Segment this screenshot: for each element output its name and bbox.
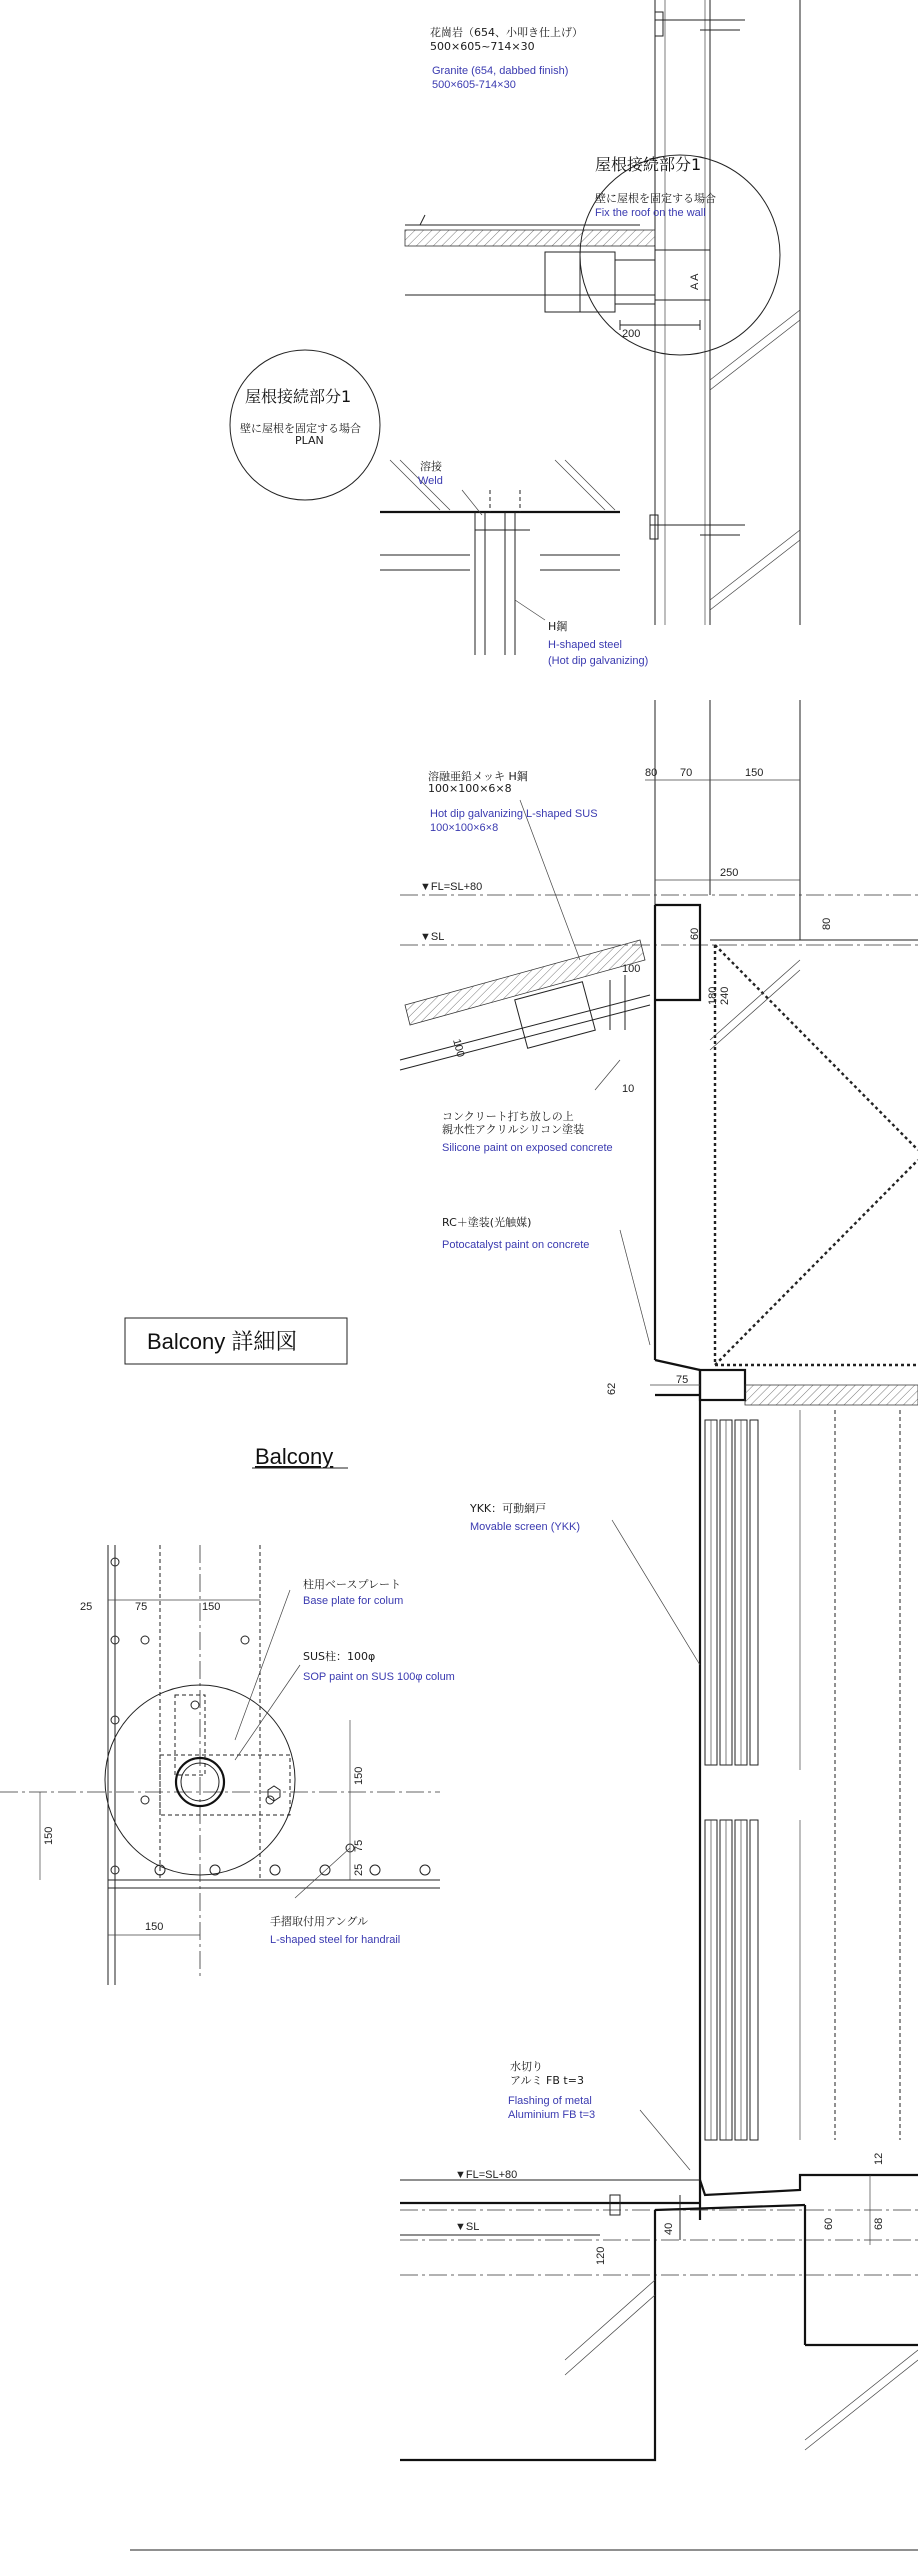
sl-label-lower: ▼SL — [455, 2221, 480, 2233]
dim-200: 200 — [622, 328, 641, 340]
lsteel-label-en1: Hot dip galvanizing L-shaped SUS — [430, 808, 598, 820]
dim-62: 62 — [606, 1382, 618, 1395]
balcony-heading: Balcony — [255, 1444, 334, 1469]
lower-dim-120: 120 — [595, 2246, 607, 2265]
rc-label-en: Potocatalyst paint on concrete — [442, 1239, 590, 1251]
rc-label-jp: RC＋塗装(光触媒) — [442, 1216, 532, 1229]
roof-callout-jp: 壁に屋根を固定する場合 — [595, 192, 716, 205]
roof-callout-en: Fix the roof on the wall — [595, 207, 706, 219]
anchor-bolt-bottom — [650, 515, 745, 539]
h-steel-label-jp: H鋼 — [548, 620, 568, 633]
plan-dim-25: 25 — [80, 1601, 93, 1613]
weld-label-jp: 溶接 — [420, 460, 442, 473]
lower-dim-40: 40 — [663, 2222, 675, 2235]
handrail-label-jp: 手摺取付用アングル — [270, 1915, 369, 1928]
dim-70-top: 70 — [680, 767, 693, 779]
dim-100: 100 — [622, 963, 641, 975]
dim-75: 75 — [676, 1374, 689, 1386]
plan-h-steel — [380, 460, 620, 655]
sl-label-upper: ▼SL — [420, 931, 445, 943]
balcony-title-box-label: Balcony 詳細図 — [147, 1329, 298, 1354]
lsteel-label-jp2: 100×100×6×8 — [428, 782, 512, 795]
screen-label-en: Movable screen (YKK) — [470, 1521, 581, 1533]
dim-150-top: 150 — [745, 767, 764, 779]
silicone-label-jp2: 親水性アクリルシリコン塗装 — [442, 1123, 585, 1136]
plan-callout-plan: PLAN — [295, 434, 324, 447]
plan-dim-150: 150 — [202, 1601, 221, 1613]
plan-dim-150-bottom: 150 — [145, 1921, 164, 1933]
plan-dim-25-v: 25 — [353, 1863, 365, 1876]
dim-10: 10 — [622, 1083, 635, 1095]
dim-180: 180 — [707, 986, 719, 1005]
plan-callout-jp: 壁に屋根を固定する場合 — [240, 422, 361, 435]
lsteel-label-jp1: 溶融亜鉛メッキ H鋼 — [428, 770, 528, 783]
dim-250: 250 — [720, 867, 739, 879]
h-steel-label-en1: H-shaped steel — [548, 639, 622, 651]
lsteel-label-en2: 100×100×6×8 — [430, 822, 499, 834]
plan-dim-150-left: 150 — [43, 1826, 55, 1845]
lower-section — [130, 2110, 918, 2550]
base-plate-label-jp: 柱用ベースプレート — [303, 1578, 402, 1591]
anchor-bolt-top — [655, 12, 745, 36]
plan-dim-75-v: 75 — [353, 1839, 365, 1852]
svg-text:A A: A A — [689, 273, 701, 290]
dim-80-top: 80 — [645, 767, 658, 779]
handrail-label-en: L-shaped steel for handrail — [270, 1934, 401, 1946]
weld-label-en: Weld — [418, 475, 443, 487]
lower-dim-60: 60 — [823, 2217, 835, 2230]
fl-label-lower: ▼FL=SL+80 — [455, 2169, 518, 2181]
granite-size-jp: 500×605~714×30 — [430, 40, 535, 53]
plan-callout-title: 屋根接続部分1 — [245, 387, 352, 406]
flashing-label-en1: Flashing of metal — [508, 2095, 592, 2107]
lower-dim-12: 12 — [873, 2152, 885, 2165]
h-steel-label-en2: (Hot dip galvanizing) — [548, 655, 649, 667]
sus-column-label-en: SOP paint on SUS 100φ colum — [303, 1671, 455, 1683]
silicone-label-jp1: コンクリート打ち放しの上 — [442, 1110, 574, 1123]
silicone-label-en: Silicone paint on exposed concrete — [442, 1142, 613, 1154]
flashing-label-jp1: 水切り — [510, 2060, 543, 2073]
screen-label-jp: YKK：可動網戸 — [470, 1502, 547, 1515]
lower-dim-68: 68 — [873, 2217, 885, 2230]
dim-60: 60 — [689, 927, 701, 940]
dim-240: 240 — [719, 986, 731, 1005]
plan-dim-150-v: 150 — [353, 1766, 365, 1785]
dim-l-100: 100 — [450, 1037, 467, 1059]
upper-section — [400, 700, 918, 1365]
roof-callout-title: 屋根接続部分1 — [595, 155, 702, 174]
flashing-label-en2: Aluminium FB t=3 — [508, 2109, 596, 2121]
flashing-label-jp2: アルミ FB t=3 — [510, 2074, 584, 2087]
movable-screen-section — [606, 1360, 918, 2220]
plan-dim-75: 75 — [135, 1601, 148, 1613]
granite-label-jp: 花崗岩（654、小叩き仕上げ） — [430, 26, 583, 39]
base-plate-label-en: Base plate for colum — [303, 1595, 404, 1607]
sus-column-label-jp: SUS柱：100φ — [303, 1650, 376, 1663]
dim-80-right: 80 — [821, 917, 833, 930]
top-wall-detail — [405, 0, 800, 625]
granite-size-en: 500×605-714×30 — [432, 79, 516, 91]
fl-label-upper: ▼FL=SL+80 — [420, 881, 483, 893]
column-base-plan — [0, 1545, 440, 1985]
granite-label-en: Granite (654, dabbed finish) — [432, 65, 569, 77]
